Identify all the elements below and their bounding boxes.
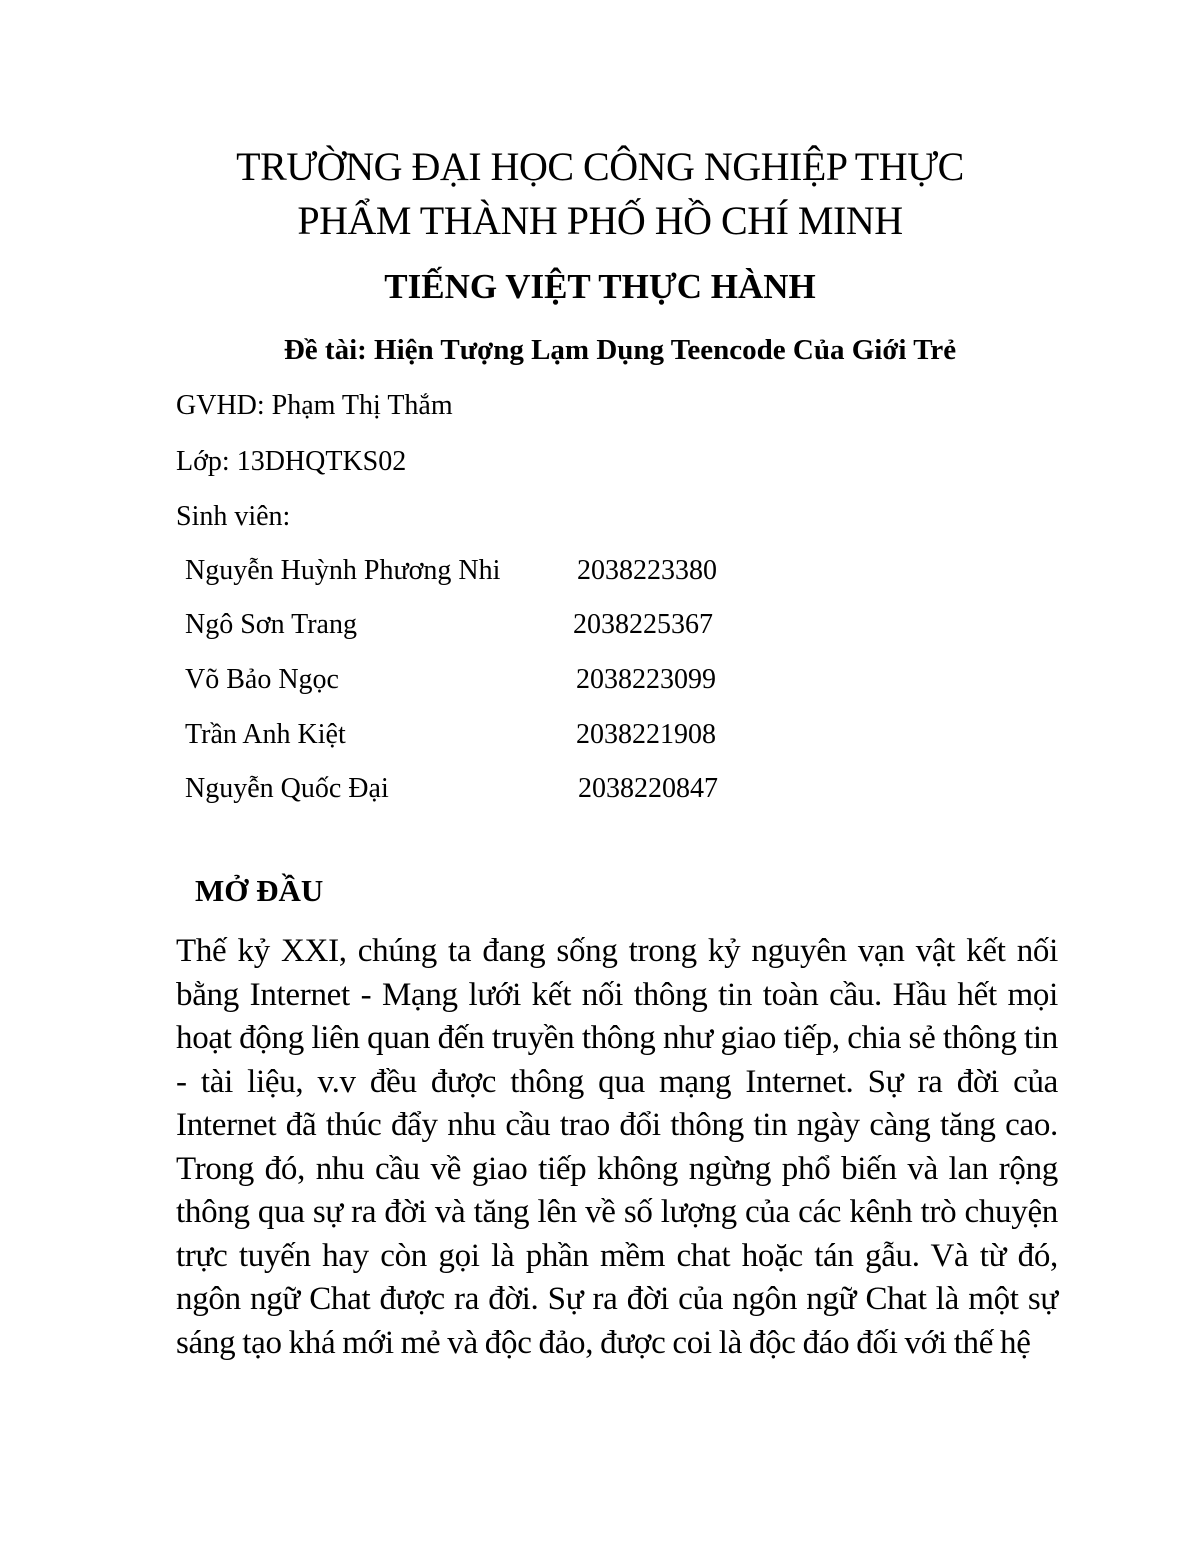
university-name-line-1: TRƯỜNG ĐẠI HỌC CÔNG NGHIỆP THỰC [236,144,964,189]
student-id: 2038223099 [576,664,716,695]
subject-title: TIẾNG VIỆT THỰC HÀNH [384,267,816,306]
student-id: 2038221908 [576,719,716,750]
university-name-line-2: PHẨM THÀNH PHỐ HỒ CHÍ MINH [297,198,903,243]
class-line: Lớp: 13DHQTKS02 [176,446,407,477]
topic-title: Đề tài: Hiện Tượng Lạm Dụng Teencode Của Giới Trẻ [283,334,957,366]
advisor-line: GVHD: Phạm Thị Thắm [176,390,453,421]
student-name: Nguyễn Quốc Đại [185,773,389,804]
student-name: Võ Bảo Ngọc [185,664,339,695]
student-id: 2038223380 [577,555,717,586]
student-name: Ngô Sơn Trang [185,609,357,640]
intro-heading: MỞ ĐẦU [195,873,324,908]
students-label: Sinh viên: [176,501,291,532]
student-id: 2038225367 [573,609,713,640]
student-name: Nguyễn Huỳnh Phương Nhi [185,555,501,586]
student-id: 2038220847 [578,773,718,804]
intro-paragraph: Thế kỷ XXI, chúng ta đang sống trong kỷ nguyên vạn vật kết nối bằng Internet - Mạng lưới kết nối thông tin toàn cầu. Hầu hết mọi hoạt động liên quan đến truyền thông như giao tiếp, chia sẻ thông tin - tài liệu, v.v đều được thông qua mạng Internet. Sự ra đời của Internet đã thúc đẩy nhu cầu trao đổi thông tin ngày càng tăng cao. Trong đó, nhu cầu về giao tiếp không ngừng phổ biến và lan rộng thông qua sự ra đời và tăng lên về số lượng của các kênh trò chuyện trực tuyến hay còn gọi là phần mềm chat hoặc tán gẫu. Và từ đó, ngôn ngữ Chat được ra đời. Sự ra đời của ngôn ngữ Chat là một sự sáng tạo khá mới mẻ và độc đảo, được coi là độc đáo đối với thế hệ [176,933,1058,1361]
student-name: Trần Anh Kiệt [185,719,346,750]
